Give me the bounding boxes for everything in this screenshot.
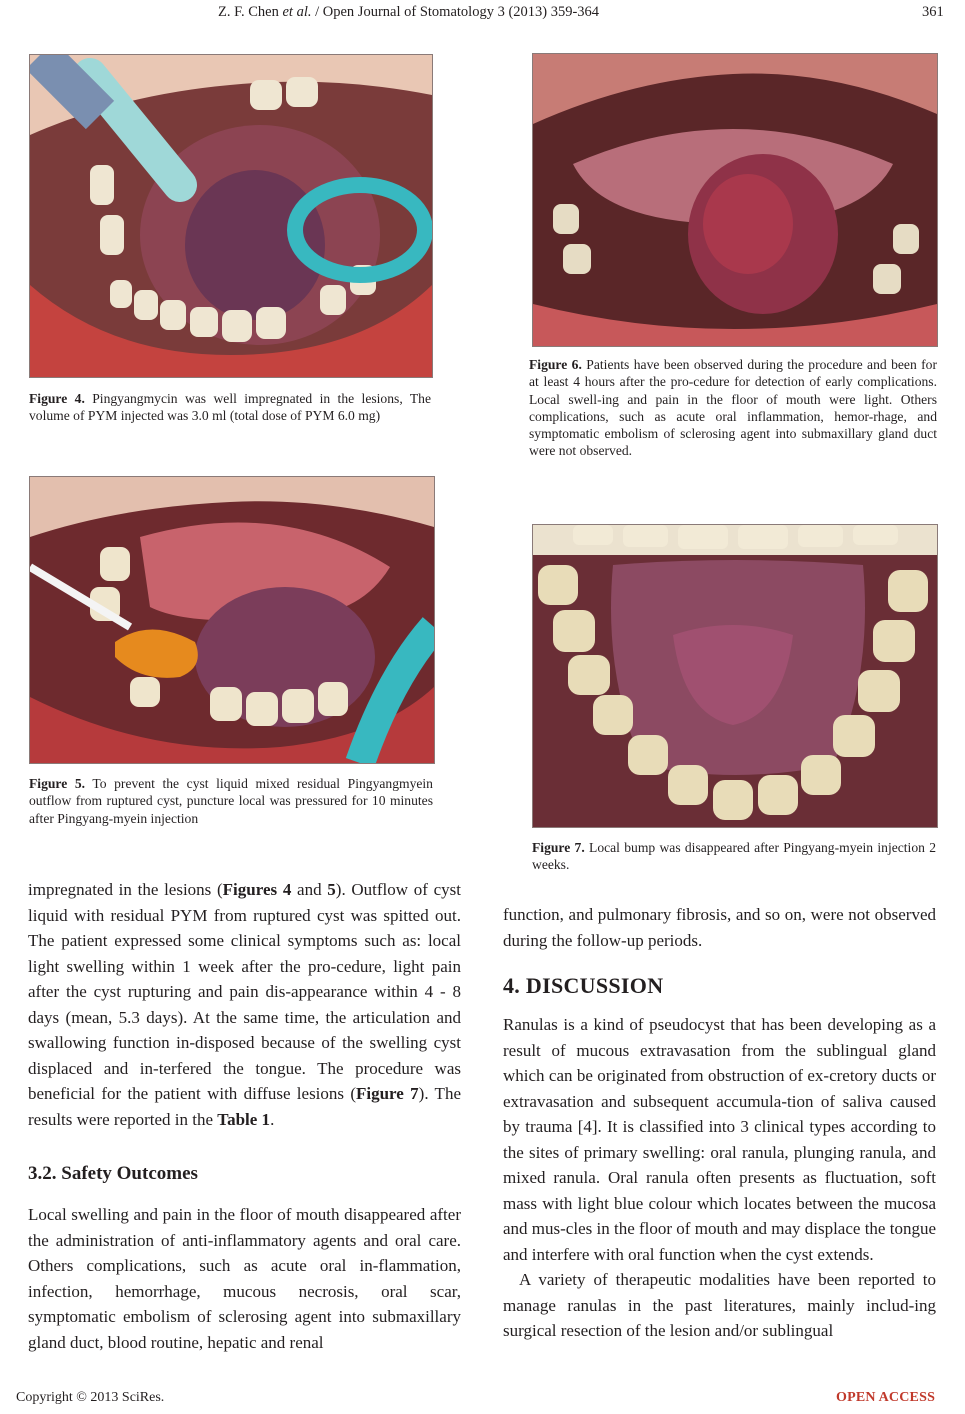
figure-5-caption-text: To prevent the cyst liquid mixed residual Pingyangmyein outflow from ruptured cyst, puncture local was pressured for 10 minutes after Pingyang-myein injection <box>29 776 433 826</box>
open-access-label: OPEN ACCESS <box>836 1390 936 1405</box>
running-title: Z. F. Chen et al. / Open Journal of Stomatology 3 (2013) 359-364 <box>218 4 600 20</box>
continued-text: function, and pulmonary fibrosis, and so on, were not observed during the follow-up periods. <box>503 905 936 950</box>
table-ref: Table 1 <box>217 1109 271 1129</box>
discussion-text-2: A variety of therapeutic modalities have been reported to manage ranulas in the past literatures, mainly includ-ing surgical resection of the lesion and/or sublingual <box>503 1270 936 1340</box>
figure-ref: Figure 7 <box>356 1084 419 1103</box>
heading-discussion: 4. DISCUSSION <box>503 973 664 998</box>
figure-4-caption <box>29 390 431 425</box>
right-paragraph-discussion <box>503 1012 936 1344</box>
figure-4-photo <box>29 54 433 378</box>
figure-7-caption-text: Local bump was disappeared after Pingyang-myein injection 2 weeks. <box>532 840 937 873</box>
figure-6-label: Figure 6. <box>529 357 582 372</box>
figure-6-photo <box>532 53 938 347</box>
safety-text: Local swelling and pain in the floor of mouth disappeared after the administration of anti-inflammatory agents and oral care. Others complications, such as acute oral in-flammation, infection, hemorrhage, mucous necrosis, oral scar, symptomatic embolism of sclerosing agent into submaxillary gland duct, blood routine, hepatic and renal <box>28 1205 461 1352</box>
heading-safety-outcomes: 3.2. Safety Outcomes <box>28 1163 198 1184</box>
figure-ref: Figures 4 <box>222 880 292 899</box>
text-run: ). The results were reported in the <box>28 1084 461 1129</box>
running-header <box>0 4 965 26</box>
figure-4-caption-text: Pingyangmycin was well impregnated in the lesions, The volume of PYM injected was 3.0 ml (total dose of PYM 6.0 mg) <box>29 391 431 424</box>
text-run: ). Outflow of cyst liquid with residual PYM from ruptured cyst was spitted out. The patient expressed some clinical symptoms such as: local light swelling within 1 week after the pro-cedure, light pain after the cyst rupturing and pain dis-appearance within 4 - 8 days (mean, 5.3 days). At the same time, the articulation and swallowing function in-disposed because of the swelling cyst displaced and in-terfered the tongue. The procedure was beneficial for the patient with diffuse lesions ( <box>28 880 462 1103</box>
figure-5-caption <box>29 775 433 827</box>
figure-5-photo <box>29 476 435 764</box>
figure-5-label: Figure 5. <box>29 776 86 791</box>
figure-7-caption <box>532 839 936 874</box>
page-number: 361 <box>922 4 944 20</box>
figure-7-label: Figure 7. <box>532 840 585 855</box>
text-run: impregnated in the lesions ( <box>28 880 223 899</box>
right-paragraph-continued <box>503 902 936 953</box>
figure-4-label: Figure 4. <box>29 391 85 406</box>
copyright-notice: Copyright © 2013 SciRes. <box>16 1390 165 1405</box>
left-paragraph-results <box>28 877 461 1132</box>
left-paragraph-safety <box>28 1202 461 1355</box>
figure-7-photo <box>532 524 938 828</box>
figure-ref: 5 <box>327 880 336 899</box>
text-run: and <box>291 880 328 899</box>
figure-6-caption-text: Patients have been observed during the procedure and been for at least 4 hours after the pro-cedure for detection of early complications. Local swell-ing and pain in the floor of mouth were light. Others complications, such as acute oral inflammation, hemor-rhage, and symptomatic embolism of sclerosing agent into submaxillary gland duct were not observed. <box>529 357 938 459</box>
discussion-text-1: Ranulas is a kind of pseudocyst that has been developing as a result of mucous extravasation from the sublingual gland which can be originated from obstruction of ex-cretory ducts or extravasation and subsequent accumula-tion of saliva caused by trauma [4]. It is classified into 3 clinical types according to the sites of primary swelling: oral ranula, plunging ranula, and mixed ranula. Oral ranula often presents as fluctuation, soft mass with light blue colour which locates between the mucosa and mus-cles in the floor of mouth and may displace the tongue and interfere with oral function when the cyst extends. <box>503 1015 936 1264</box>
figure-6-caption <box>529 356 937 460</box>
text-run: . <box>270 1109 275 1129</box>
